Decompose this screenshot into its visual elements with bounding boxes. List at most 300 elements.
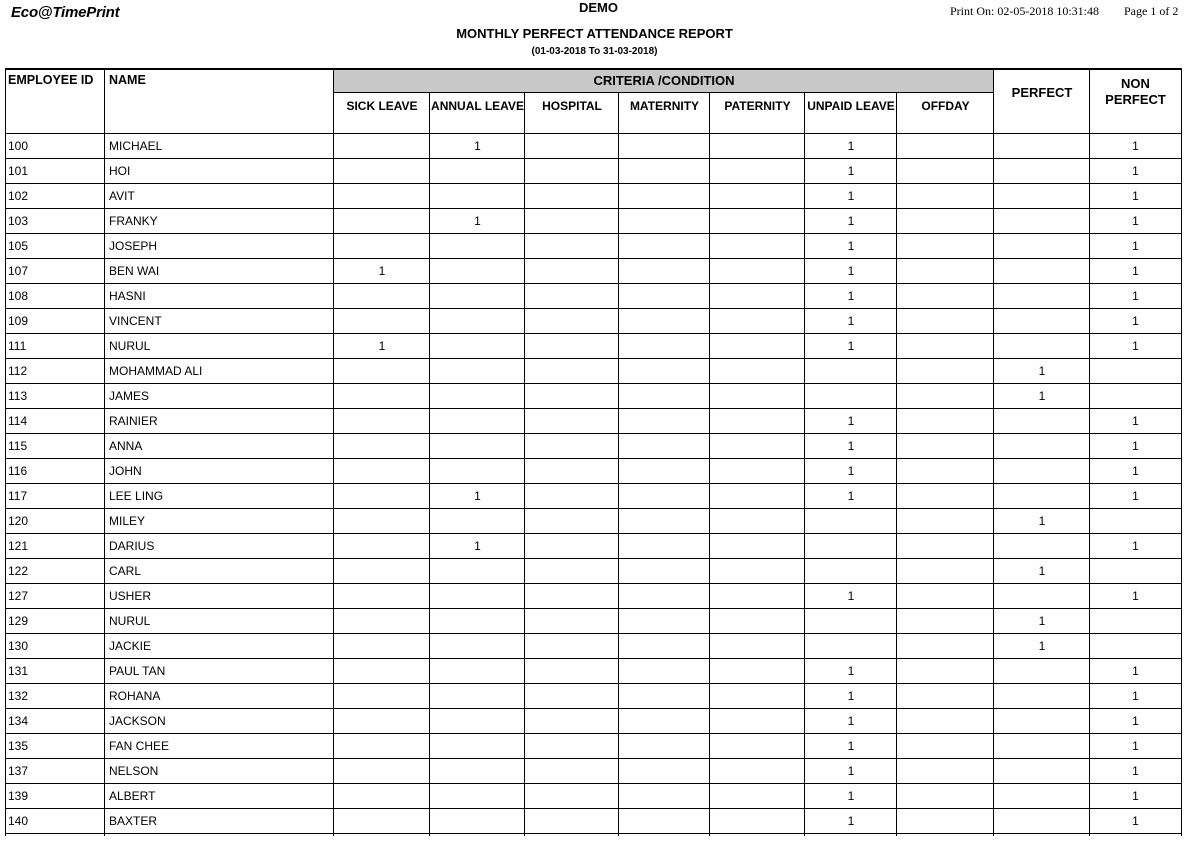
cell-annual bbox=[430, 159, 525, 184]
cell-maternity bbox=[619, 634, 710, 659]
cell-offday bbox=[897, 509, 994, 534]
cell-offday bbox=[897, 334, 994, 359]
cell-name: JAMES bbox=[109, 389, 150, 403]
cell-hospital bbox=[525, 259, 619, 284]
cell-perfect bbox=[994, 534, 1090, 559]
cell-sick bbox=[334, 509, 430, 534]
cell-non-perfect: 1 bbox=[1132, 789, 1139, 803]
cell-paternity bbox=[710, 184, 805, 209]
cell-name: PAUL TAN bbox=[109, 664, 166, 678]
table-row bbox=[0, 759, 1191, 784]
cell-non-perfect bbox=[1090, 384, 1181, 409]
cell-maternity bbox=[619, 709, 710, 734]
cell-paternity bbox=[710, 509, 805, 534]
cell-non-perfect: 1 bbox=[1132, 489, 1139, 503]
cell-non-perfect: 1 bbox=[1132, 739, 1139, 753]
cell-maternity bbox=[619, 509, 710, 534]
cell-maternity bbox=[619, 434, 710, 459]
cell-perfect bbox=[994, 134, 1090, 159]
cell-perfect: 1 bbox=[1038, 514, 1046, 528]
cell-perfect bbox=[994, 309, 1090, 334]
cell-employee-id: 140 bbox=[8, 814, 29, 828]
cell-sick bbox=[334, 434, 430, 459]
table-row bbox=[0, 609, 1191, 634]
cell-annual bbox=[430, 609, 525, 634]
cell-perfect bbox=[994, 759, 1090, 784]
cell-paternity bbox=[710, 434, 805, 459]
cell-employee-id: 105 bbox=[8, 239, 29, 253]
table-row bbox=[0, 209, 1191, 234]
cell-unpaid: 1 bbox=[847, 314, 855, 328]
cell-unpaid: 1 bbox=[847, 489, 855, 503]
cell-employee-id: 122 bbox=[8, 564, 29, 578]
cell-name: LEE LING bbox=[109, 489, 164, 503]
cell-non-perfect bbox=[1090, 634, 1181, 659]
cell-maternity bbox=[619, 684, 710, 709]
cell-sick bbox=[334, 359, 430, 384]
col-maternity: MATERNITY bbox=[629, 99, 700, 113]
cell-paternity bbox=[710, 634, 805, 659]
cell-name: MILEY bbox=[109, 514, 146, 528]
cell-paternity bbox=[710, 609, 805, 634]
cell-paternity bbox=[710, 809, 805, 834]
col-sick-leave: SICK LEAVE bbox=[346, 99, 418, 113]
cell-name: ALBERT bbox=[109, 789, 156, 803]
cell-sick bbox=[334, 609, 430, 634]
cell-name: NURUL bbox=[109, 614, 151, 628]
cell-name: ANNA bbox=[109, 439, 143, 453]
cell-offday bbox=[897, 759, 994, 784]
cell-name: MICHAEL bbox=[109, 139, 163, 153]
cell-offday bbox=[897, 259, 994, 284]
cell-annual bbox=[430, 734, 525, 759]
cell-perfect bbox=[994, 809, 1090, 834]
cell-non-perfect bbox=[1090, 359, 1181, 384]
cell-unpaid: 1 bbox=[847, 789, 855, 803]
cell-non-perfect: 1 bbox=[1132, 764, 1139, 778]
cell-perfect bbox=[994, 584, 1090, 609]
cell-sick bbox=[334, 409, 430, 434]
cell-unpaid bbox=[805, 384, 897, 409]
cell-perfect: 1 bbox=[1038, 564, 1046, 578]
cell-name: MOHAMMAD ALI bbox=[109, 364, 203, 378]
cell-annual bbox=[430, 384, 525, 409]
table-row bbox=[0, 334, 1191, 359]
cell-name: JOSEPH bbox=[109, 239, 158, 253]
cell-annual bbox=[430, 409, 525, 434]
cell-unpaid: 1 bbox=[847, 189, 855, 203]
cell-annual bbox=[430, 809, 525, 834]
cell-paternity bbox=[710, 159, 805, 184]
cell-non-perfect: 1 bbox=[1132, 439, 1139, 453]
cell-perfect bbox=[994, 459, 1090, 484]
cell-hospital bbox=[525, 184, 619, 209]
cell-annual bbox=[430, 184, 525, 209]
cell-annual: 1 bbox=[474, 539, 481, 553]
cell-unpaid: 1 bbox=[847, 714, 855, 728]
cell-perfect bbox=[994, 159, 1090, 184]
cell-non-perfect: 1 bbox=[1132, 139, 1139, 153]
cell-non-perfect: 1 bbox=[1132, 239, 1139, 253]
cell-offday bbox=[897, 634, 994, 659]
table-row bbox=[0, 159, 1191, 184]
cell-unpaid: 1 bbox=[847, 439, 855, 453]
cell-sick: 1 bbox=[378, 264, 386, 278]
table-row bbox=[0, 734, 1191, 759]
cell-maternity bbox=[619, 534, 710, 559]
cell-hospital bbox=[525, 584, 619, 609]
cell-sick bbox=[334, 659, 430, 684]
cell-non-perfect: 1 bbox=[1132, 264, 1139, 278]
cell-paternity bbox=[710, 559, 805, 584]
cell-hospital bbox=[525, 534, 619, 559]
cell-offday bbox=[897, 609, 994, 634]
cell-employee-id: 129 bbox=[8, 614, 29, 628]
cell-offday bbox=[897, 359, 994, 384]
col-name: NAME bbox=[109, 73, 146, 87]
table-row bbox=[0, 284, 1191, 309]
cell-sick bbox=[334, 809, 430, 834]
cell-paternity bbox=[710, 309, 805, 334]
cell-employee-id: 139 bbox=[8, 789, 29, 803]
cell-annual bbox=[430, 784, 525, 809]
cell-paternity bbox=[710, 584, 805, 609]
cell-hospital bbox=[525, 784, 619, 809]
cell-unpaid: 1 bbox=[847, 139, 855, 153]
cell-non-perfect: 1 bbox=[1132, 214, 1139, 228]
cell-annual: 1 bbox=[474, 139, 481, 153]
table-row bbox=[0, 309, 1191, 334]
cell-non-perfect: 1 bbox=[1132, 164, 1139, 178]
cell-sick bbox=[334, 709, 430, 734]
cell-hospital bbox=[525, 684, 619, 709]
cell-sick bbox=[334, 459, 430, 484]
cell-perfect bbox=[994, 209, 1090, 234]
cell-annual bbox=[430, 334, 525, 359]
cell-sick bbox=[334, 684, 430, 709]
cell-offday bbox=[897, 659, 994, 684]
cell-hospital bbox=[525, 134, 619, 159]
cell-perfect bbox=[994, 184, 1090, 209]
cell-employee-id: 120 bbox=[8, 514, 29, 528]
cell-annual bbox=[430, 684, 525, 709]
cell-employee-id: 135 bbox=[8, 739, 29, 753]
cell-hospital bbox=[525, 609, 619, 634]
cell-paternity bbox=[710, 134, 805, 159]
cell-offday bbox=[897, 784, 994, 809]
cell-employee-id: 137 bbox=[8, 764, 29, 778]
table-row bbox=[0, 559, 1191, 584]
cell-sick bbox=[334, 734, 430, 759]
cell-name: AVIT bbox=[109, 189, 135, 203]
col-non-perfect-line1: NON bbox=[1121, 76, 1150, 91]
cell-unpaid: 1 bbox=[847, 464, 855, 478]
cell-maternity bbox=[619, 309, 710, 334]
cell-employee-id: 116 bbox=[8, 464, 28, 478]
table-row bbox=[0, 134, 1191, 159]
cell-maternity bbox=[619, 609, 710, 634]
cell-unpaid: 1 bbox=[847, 164, 855, 178]
cell-offday bbox=[897, 234, 994, 259]
cell-name: HASNI bbox=[109, 289, 146, 303]
cell-hospital bbox=[525, 709, 619, 734]
table-row bbox=[0, 259, 1191, 284]
table-row bbox=[0, 634, 1191, 659]
cell-non-perfect: 1 bbox=[1132, 589, 1139, 603]
cell-hospital bbox=[525, 509, 619, 534]
cell-sick bbox=[334, 484, 430, 509]
cell-offday bbox=[897, 159, 994, 184]
cell-sick bbox=[334, 584, 430, 609]
table-row bbox=[0, 234, 1191, 259]
cell-unpaid: 1 bbox=[847, 814, 855, 828]
cell-hospital bbox=[525, 334, 619, 359]
criteria-header: CRITERIA /CONDITION bbox=[334, 69, 994, 93]
cell-annual bbox=[430, 259, 525, 284]
cell-name: ROHANA bbox=[109, 689, 161, 703]
cell-annual: 1 bbox=[474, 214, 481, 228]
cell-maternity bbox=[619, 784, 710, 809]
cell-maternity bbox=[619, 209, 710, 234]
cell-perfect bbox=[994, 234, 1090, 259]
cell-hospital bbox=[525, 634, 619, 659]
col-unpaid-leave: UNPAID LEAVE bbox=[807, 99, 895, 113]
cell-unpaid: 1 bbox=[847, 289, 855, 303]
table-row bbox=[0, 484, 1191, 509]
cell-offday bbox=[897, 284, 994, 309]
table-row bbox=[0, 809, 1191, 834]
table-row bbox=[0, 659, 1191, 684]
cell-unpaid bbox=[805, 634, 897, 659]
cell-offday bbox=[897, 309, 994, 334]
cell-hospital bbox=[525, 434, 619, 459]
cell-non-perfect: 1 bbox=[1132, 414, 1139, 428]
cell-unpaid: 1 bbox=[847, 214, 855, 228]
cell-paternity bbox=[710, 334, 805, 359]
cell-hospital bbox=[525, 309, 619, 334]
cell-sick bbox=[334, 159, 430, 184]
cell-name: FAN CHEE bbox=[109, 739, 170, 753]
cell-perfect: 1 bbox=[1038, 389, 1046, 403]
cell-offday bbox=[897, 434, 994, 459]
cell-offday bbox=[897, 459, 994, 484]
cell-unpaid: 1 bbox=[847, 414, 855, 428]
cell-maternity bbox=[619, 134, 710, 159]
table-row bbox=[0, 459, 1191, 484]
cell-hospital bbox=[525, 559, 619, 584]
cell-maternity bbox=[619, 159, 710, 184]
cell-maternity bbox=[619, 809, 710, 834]
cell-sick bbox=[334, 534, 430, 559]
cell-name: JACKIE bbox=[109, 639, 152, 653]
cell-name: JOHN bbox=[109, 464, 142, 478]
table-row bbox=[0, 534, 1191, 559]
cell-paternity bbox=[710, 384, 805, 409]
cell-non-perfect: 1 bbox=[1132, 339, 1139, 353]
cell-non-perfect: 1 bbox=[1132, 689, 1139, 703]
cell-perfect bbox=[994, 684, 1090, 709]
cell-perfect bbox=[994, 334, 1090, 359]
cell-non-perfect bbox=[1090, 559, 1181, 584]
cell-annual bbox=[430, 634, 525, 659]
cell-employee-id: 130 bbox=[8, 639, 29, 653]
cell-name: JACKSON bbox=[109, 714, 166, 728]
cell-name: NURUL bbox=[109, 339, 151, 353]
cell-employee-id: 114 bbox=[8, 414, 28, 428]
cell-non-perfect: 1 bbox=[1132, 664, 1139, 678]
cell-perfect: 1 bbox=[1038, 614, 1046, 628]
cell-offday bbox=[897, 559, 994, 584]
cell-unpaid: 1 bbox=[847, 239, 855, 253]
cell-name: BAXTER bbox=[109, 814, 158, 828]
cell-hospital bbox=[525, 284, 619, 309]
cell-employee-id: 103 bbox=[8, 214, 29, 228]
cell-non-perfect bbox=[1090, 609, 1181, 634]
cell-name: NELSON bbox=[109, 764, 159, 778]
cell-maternity bbox=[619, 584, 710, 609]
cell-non-perfect: 1 bbox=[1132, 714, 1139, 728]
cell-non-perfect: 1 bbox=[1132, 314, 1139, 328]
cell-perfect bbox=[994, 409, 1090, 434]
cell-non-perfect: 1 bbox=[1132, 539, 1139, 553]
cell-maternity bbox=[619, 334, 710, 359]
print-timestamp: Print On: 02-05-2018 10:31:48 bbox=[950, 4, 1099, 18]
cell-paternity bbox=[710, 659, 805, 684]
row-divider bbox=[5, 833, 1182, 834]
cell-offday bbox=[897, 534, 994, 559]
cell-perfect bbox=[994, 784, 1090, 809]
cell-unpaid: 1 bbox=[847, 739, 855, 753]
cell-perfect bbox=[994, 284, 1090, 309]
col-non-perfect-line2: PERFECT bbox=[1105, 92, 1166, 107]
cell-annual bbox=[430, 434, 525, 459]
cell-offday bbox=[897, 734, 994, 759]
cell-hospital bbox=[525, 359, 619, 384]
grid-top-border bbox=[5, 68, 1182, 70]
cell-perfect bbox=[994, 709, 1090, 734]
cell-hospital bbox=[525, 734, 619, 759]
cell-hospital bbox=[525, 659, 619, 684]
cell-hospital bbox=[525, 409, 619, 434]
table-row bbox=[0, 684, 1191, 709]
col-paternity: PATERNITY bbox=[724, 99, 791, 113]
cell-paternity bbox=[710, 759, 805, 784]
table-row bbox=[0, 359, 1191, 384]
cell-employee-id: 100 bbox=[8, 139, 29, 153]
col-perfect: PERFECT bbox=[1011, 85, 1073, 100]
table-row bbox=[0, 584, 1191, 609]
cell-hospital bbox=[525, 384, 619, 409]
cell-perfect: 1 bbox=[1038, 364, 1046, 378]
table-row bbox=[0, 184, 1191, 209]
cell-name: VINCENT bbox=[109, 314, 162, 328]
cell-employee-id: 132 bbox=[8, 689, 29, 703]
cell-employee-id: 102 bbox=[8, 189, 29, 203]
cell-employee-id: 107 bbox=[8, 264, 29, 278]
table-row bbox=[0, 709, 1191, 734]
cell-annual bbox=[430, 284, 525, 309]
cell-paternity bbox=[710, 684, 805, 709]
cell-paternity bbox=[710, 234, 805, 259]
cell-offday bbox=[897, 184, 994, 209]
cell-maternity bbox=[619, 659, 710, 684]
cell-annual bbox=[430, 759, 525, 784]
cell-non-perfect: 1 bbox=[1132, 289, 1139, 303]
cell-maternity bbox=[619, 234, 710, 259]
cell-name: USHER bbox=[109, 589, 152, 603]
cell-hospital bbox=[525, 459, 619, 484]
cell-perfect bbox=[994, 259, 1090, 284]
brand-logo-text: Eco@TimePrint bbox=[11, 4, 120, 21]
cell-hospital bbox=[525, 809, 619, 834]
cell-employee-id: 127 bbox=[8, 589, 29, 603]
cell-paternity bbox=[710, 459, 805, 484]
cell-maternity bbox=[619, 759, 710, 784]
cell-maternity bbox=[619, 184, 710, 209]
cell-hospital bbox=[525, 484, 619, 509]
cell-employee-id: 109 bbox=[8, 314, 29, 328]
cell-annual bbox=[430, 509, 525, 534]
cell-offday bbox=[897, 809, 994, 834]
cell-sick bbox=[334, 134, 430, 159]
cell-maternity bbox=[619, 409, 710, 434]
cell-paternity bbox=[710, 734, 805, 759]
cell-maternity bbox=[619, 459, 710, 484]
cell-annual bbox=[430, 309, 525, 334]
table-row bbox=[0, 509, 1191, 534]
cell-hospital bbox=[525, 234, 619, 259]
cell-offday bbox=[897, 384, 994, 409]
cell-offday bbox=[897, 409, 994, 434]
cell-non-perfect bbox=[1090, 509, 1181, 534]
cell-unpaid: 1 bbox=[847, 589, 855, 603]
col-employee-id: EMPLOYEE ID bbox=[8, 73, 94, 87]
cell-unpaid: 1 bbox=[847, 264, 855, 278]
cell-paternity bbox=[710, 359, 805, 384]
cell-employee-id: 108 bbox=[8, 289, 29, 303]
cell-sick bbox=[334, 759, 430, 784]
cell-offday bbox=[897, 709, 994, 734]
cell-name: FRANKY bbox=[109, 214, 158, 228]
page-number: Page 1 of 2 bbox=[1124, 4, 1179, 18]
report-title: MONTHLY PERFECT ATTENDANCE REPORT bbox=[456, 26, 733, 41]
cell-paternity bbox=[710, 284, 805, 309]
cell-perfect bbox=[994, 484, 1090, 509]
col-offday: OFFDAY bbox=[921, 99, 970, 113]
table-row bbox=[0, 784, 1191, 809]
cell-annual bbox=[430, 559, 525, 584]
cell-perfect bbox=[994, 734, 1090, 759]
cell-unpaid bbox=[805, 609, 897, 634]
cell-paternity bbox=[710, 534, 805, 559]
cell-offday bbox=[897, 209, 994, 234]
cell-offday bbox=[897, 484, 994, 509]
cell-paternity bbox=[710, 409, 805, 434]
cell-employee-id: 111 bbox=[8, 339, 27, 353]
cell-maternity bbox=[619, 734, 710, 759]
cell-unpaid bbox=[805, 534, 897, 559]
cell-unpaid bbox=[805, 359, 897, 384]
cell-non-perfect: 1 bbox=[1132, 189, 1139, 203]
cell-sick bbox=[334, 309, 430, 334]
cell-employee-id: 101 bbox=[8, 164, 29, 178]
cell-employee-id: 121 bbox=[8, 539, 29, 553]
cell-unpaid: 1 bbox=[847, 689, 855, 703]
cell-employee-id: 115 bbox=[8, 439, 28, 453]
cell-annual bbox=[430, 459, 525, 484]
cell-maternity bbox=[619, 559, 710, 584]
cell-maternity bbox=[619, 384, 710, 409]
